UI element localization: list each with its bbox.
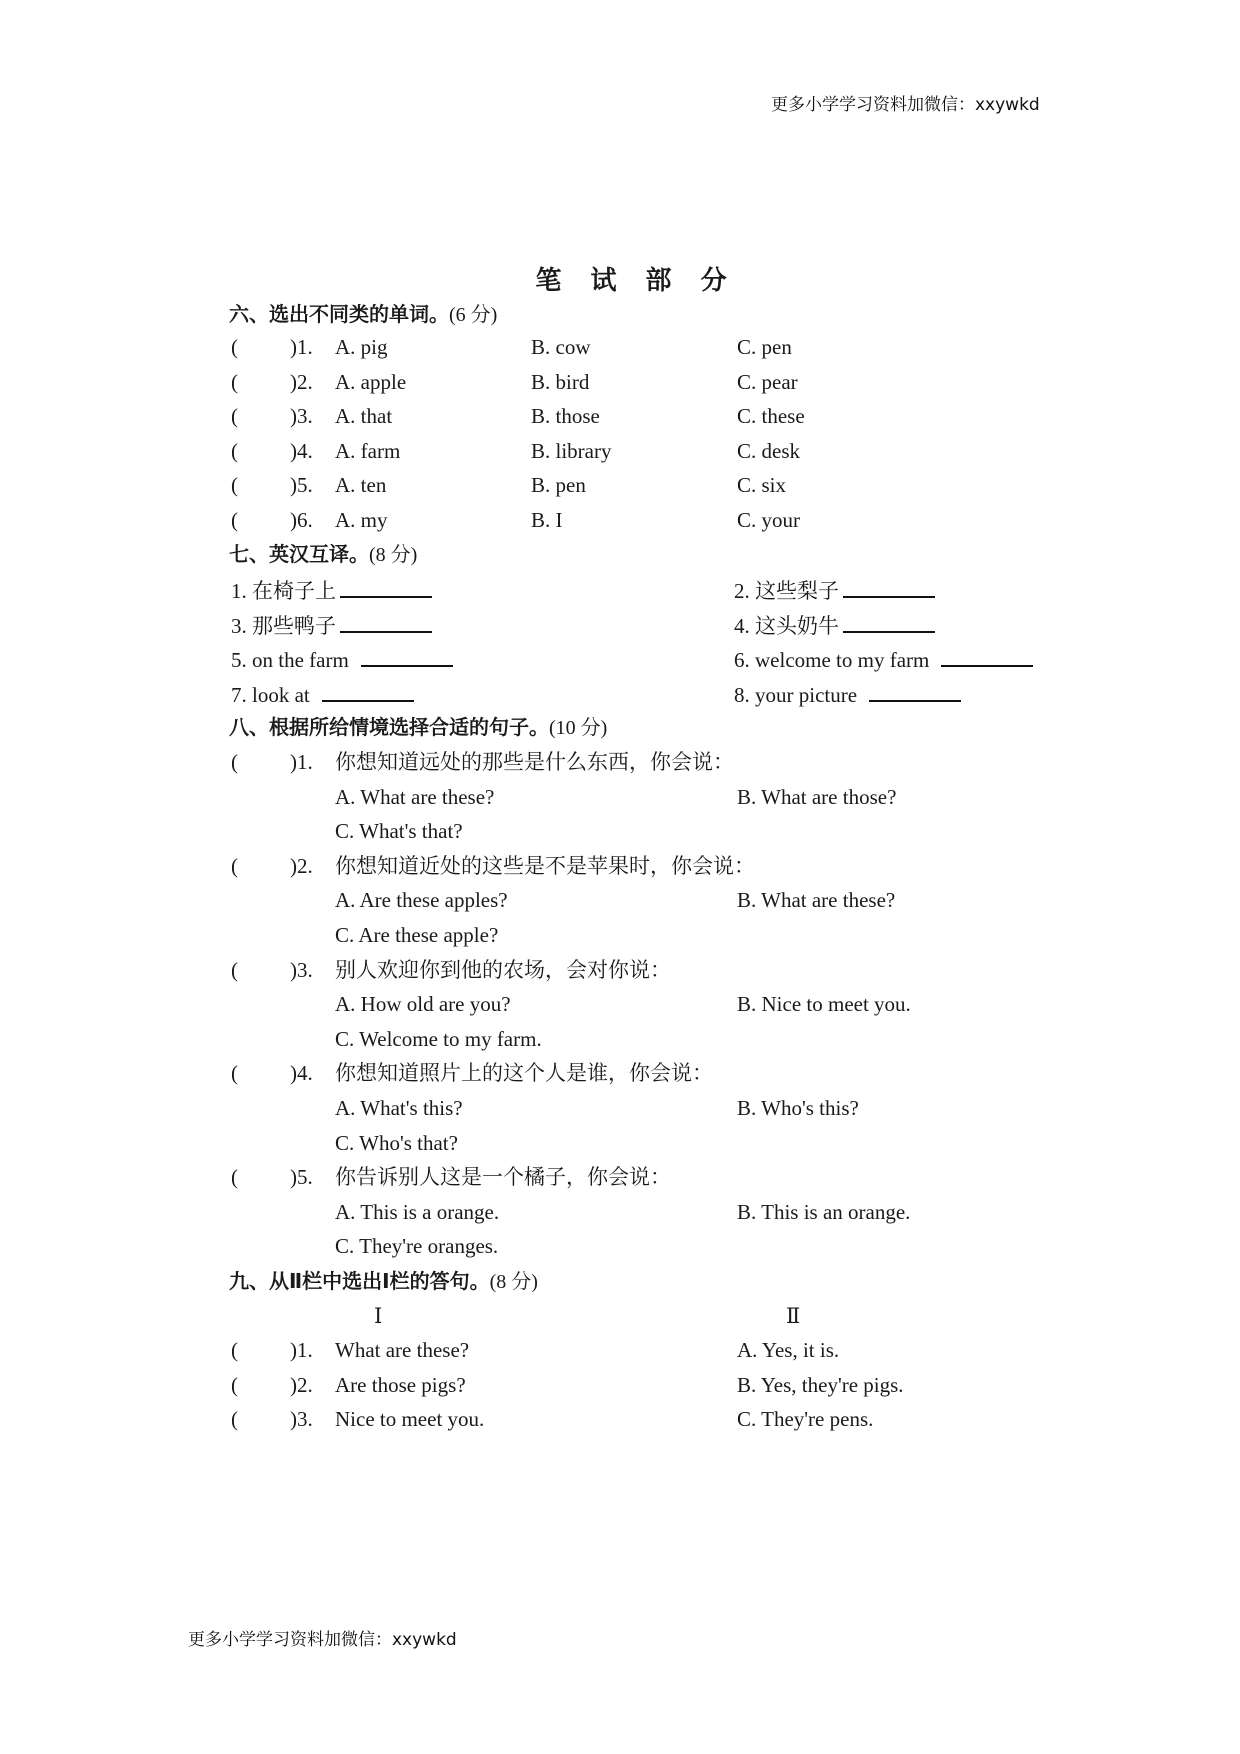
question-number: )2.	[290, 1372, 313, 1397]
answer-bracket[interactable]: (	[231, 853, 238, 878]
question-text: Are those pigs?	[335, 1372, 466, 1397]
answer-blank[interactable]	[340, 576, 432, 598]
option-a: A. pig	[335, 335, 388, 359]
translation-item	[231, 576, 432, 604]
option-c: C. Are these apple?	[335, 923, 499, 947]
answer-bracket[interactable]: (	[231, 957, 238, 982]
option-c: C. pear	[737, 369, 798, 394]
answer-bracket[interactable]: (	[231, 1338, 238, 1362]
option-c: C. desk	[737, 438, 800, 463]
answer-bracket[interactable]: (	[231, 1165, 238, 1190]
question-number: )1.	[290, 1338, 313, 1362]
option-b: B. bird	[531, 369, 590, 394]
question-text: Nice to meet you.	[335, 1407, 485, 1432]
option-c: C. your	[737, 508, 800, 532]
answer-blank[interactable]	[361, 645, 453, 667]
option-b: B. pen	[531, 473, 586, 498]
translation-item	[734, 611, 935, 639]
question-text: 你告诉别人这是一个橘子，你会说：	[335, 1165, 671, 1190]
answer-bracket[interactable]: (	[231, 473, 238, 498]
question-text: What are these?	[335, 1338, 470, 1362]
option-a: A. ten	[335, 473, 387, 498]
answer-bracket[interactable]: (	[231, 335, 238, 359]
answer-blank[interactable]	[843, 611, 935, 633]
answer-option: B. Yes, they're pigs.	[737, 1372, 904, 1397]
translation-item	[734, 576, 935, 604]
translation-item	[231, 645, 453, 673]
answer-bracket[interactable]: (	[231, 404, 238, 429]
question-number: )1.	[290, 750, 313, 774]
option-a: A. What's this?	[335, 1096, 463, 1120]
translation-prompt: 8. your picture	[734, 682, 858, 707]
translation-item	[734, 645, 1033, 673]
option-b: B. What are those?	[737, 784, 897, 809]
answer-blank[interactable]	[941, 645, 1033, 667]
question-number: )3.	[290, 404, 313, 429]
question-number: )3.	[290, 1407, 313, 1432]
column-header-2: Ⅱ	[786, 1304, 801, 1328]
option-b: B. Nice to meet you.	[737, 992, 911, 1017]
section7-heading	[229, 541, 417, 568]
option-b: B. Who's this?	[737, 1096, 859, 1120]
section6-heading	[229, 301, 497, 328]
answer-bracket[interactable]: (	[231, 1407, 238, 1432]
section-heading-text: 六、选出不同类的单词。	[229, 302, 449, 326]
question-number: )2.	[290, 853, 313, 878]
translation-prompt: 5. on the farm	[231, 648, 349, 673]
question-number: )6.	[290, 508, 313, 532]
translation-item	[231, 611, 432, 639]
answer-bracket[interactable]: (	[231, 508, 238, 532]
option-c: C. six	[737, 473, 787, 498]
option-c: C. Welcome to my farm.	[335, 1026, 542, 1051]
section-heading-text: 九、从Ⅱ栏中选出Ⅰ栏的答句。	[229, 1269, 490, 1293]
answer-bracket[interactable]: (	[231, 438, 238, 463]
translation-item	[734, 680, 961, 708]
column-header-1: Ⅰ	[374, 1304, 383, 1328]
section-points: (10 分)	[549, 717, 608, 739]
question-text: 你想知道远处的那些是什么东西，你会说：	[335, 750, 734, 774]
answer-option: A. Yes, it is.	[737, 1338, 840, 1362]
option-a: A. What are these?	[335, 784, 495, 809]
option-a: A. my	[335, 508, 388, 532]
question-text: 你想知道近处的这些是不是苹果时，你会说：	[335, 853, 755, 878]
option-b: B. What are these?	[737, 888, 896, 913]
option-c: C. these	[737, 404, 805, 429]
question-number: )4.	[290, 1061, 313, 1086]
option-a: A. farm	[335, 438, 401, 463]
question-number: )1.	[290, 335, 313, 359]
option-c: C. What's that?	[335, 819, 463, 844]
option-c: C. They're oranges.	[335, 1234, 499, 1259]
answer-blank[interactable]	[322, 680, 414, 702]
answer-bracket[interactable]: (	[231, 750, 238, 774]
section-points: (8 分)	[369, 544, 418, 566]
option-b: B. those	[531, 404, 600, 429]
option-c: C. pen	[737, 335, 792, 359]
question-text: 你想知道照片上的这个人是谁，你会说：	[335, 1061, 713, 1086]
answer-blank[interactable]	[869, 680, 961, 702]
section-points: (6 分)	[449, 304, 498, 326]
translation-prompt: 2. 这些梨子	[734, 579, 839, 603]
translation-prompt: 1. 在椅子上	[231, 579, 336, 603]
watermark-bottom: 更多小学学习资料加微信：xxywkd	[188, 1630, 457, 1650]
section-heading-text: 七、英汉互译。	[229, 542, 369, 566]
option-a: A. This is a orange.	[335, 1199, 500, 1224]
answer-bracket[interactable]: (	[231, 1372, 238, 1397]
page-title: 笔 试 部 分	[535, 266, 737, 296]
question-text: 别人欢迎你到他的农场，会对你说：	[335, 957, 671, 982]
answer-blank[interactable]	[340, 611, 432, 633]
option-b: B. This is an orange.	[737, 1199, 911, 1224]
option-a: A. apple	[335, 369, 407, 394]
option-b: B. library	[531, 438, 612, 463]
answer-bracket[interactable]: (	[231, 369, 238, 394]
section-heading-text: 八、根据所给情境选择合适的句子。	[229, 715, 549, 739]
question-number: )5.	[290, 1165, 313, 1190]
section9-heading	[229, 1268, 538, 1295]
question-number: )4.	[290, 438, 313, 463]
translation-prompt: 4. 这头奶牛	[734, 613, 839, 638]
watermark-top: 更多小学学习资料加微信：xxywkd	[771, 95, 1040, 115]
section-points: (8 分)	[489, 1271, 538, 1293]
translation-prompt: 6. welcome to my farm	[734, 648, 930, 673]
translation-item	[231, 680, 414, 708]
option-c: C. Who's that?	[335, 1130, 458, 1155]
answer-option: C. They're pens.	[737, 1407, 874, 1432]
option-b: B. I	[531, 508, 563, 532]
translation-prompt: 3. 那些鸭子	[231, 613, 336, 638]
question-number: )3.	[290, 957, 313, 982]
question-number: )5.	[290, 473, 313, 498]
section8-heading	[229, 714, 607, 741]
option-a: A. that	[335, 404, 393, 429]
option-a: A. Are these apples?	[335, 888, 508, 913]
option-a: A. How old are you?	[335, 992, 511, 1017]
translation-prompt: 7. look at	[231, 682, 310, 707]
option-b: B. cow	[531, 335, 591, 359]
answer-blank[interactable]	[843, 576, 935, 598]
question-number: )2.	[290, 369, 313, 394]
answer-bracket[interactable]: (	[231, 1061, 238, 1086]
